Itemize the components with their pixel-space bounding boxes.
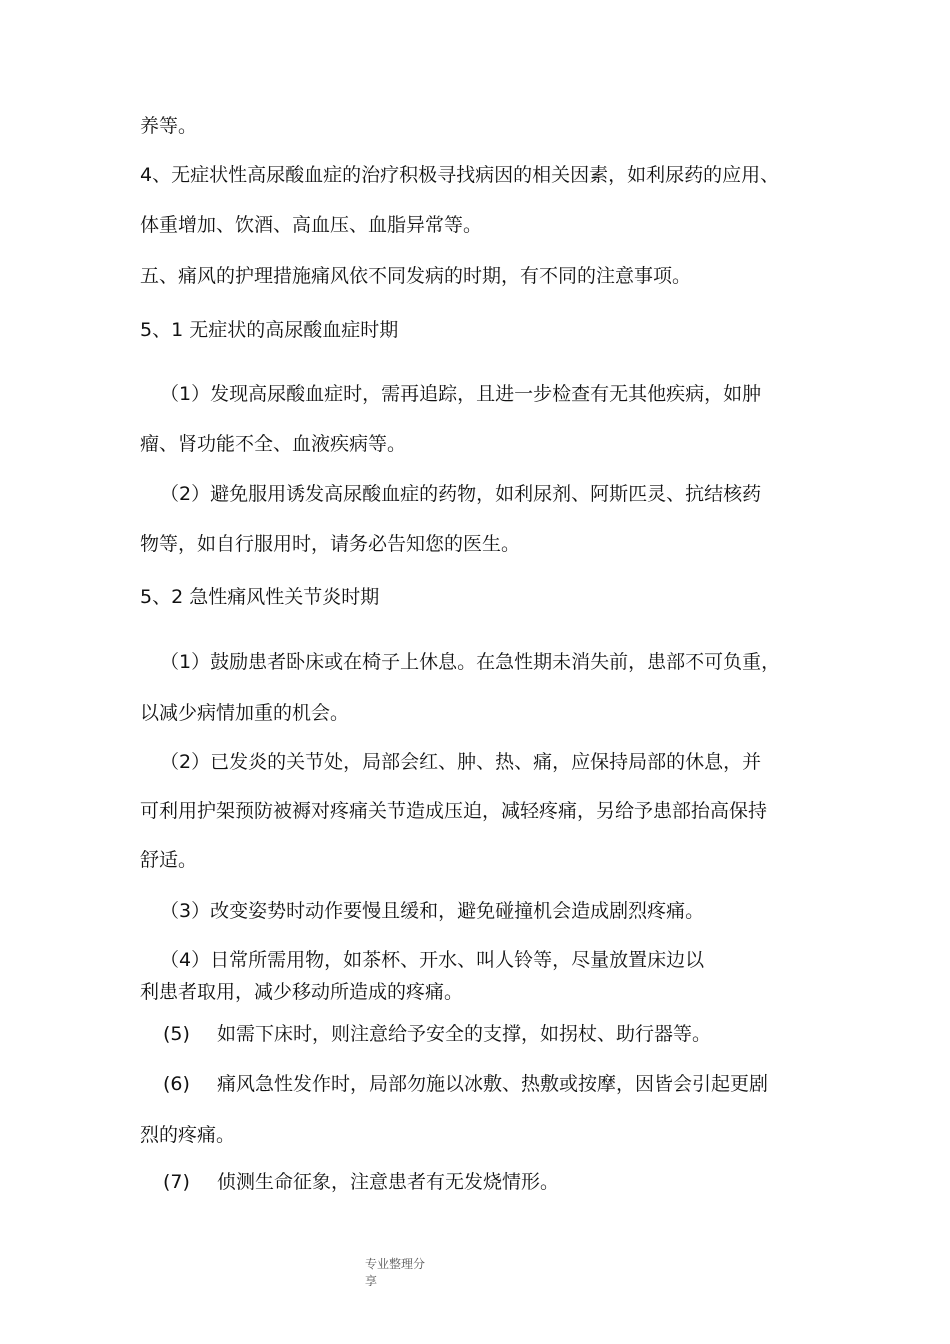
paragraph-line: （4）日常所需用物，如茶杯、开水、叫人铃等，尽量放置床边以	[160, 949, 705, 971]
paragraph-line: （1）发现高尿酸血症时，需再追踪，且进一步检查有无其他疾病，如肿	[160, 383, 762, 405]
paragraph-line: 烈的疼痛。	[140, 1124, 236, 1146]
footer-text: 享	[365, 1274, 378, 1288]
list-item	[163, 1170, 559, 1194]
list-number: (5)	[163, 1023, 190, 1045]
paragraph-line: 4、无症状性高尿酸血症的治疗积极寻找病因的相关因素，如利尿药的应用、	[140, 164, 780, 186]
paragraph-line: 可利用护架预防被褥对疼痛关节造成压迫，减轻疼痛，另给予患部抬高保持	[140, 800, 768, 822]
paragraph-line: （1）鼓励患者卧床或在椅子上休息。在急性期未消失前，患部不可负重，	[160, 651, 781, 673]
footer-text: 专业整理分	[365, 1257, 426, 1271]
list-item	[163, 1022, 711, 1046]
section-heading: 5、1 无症状的高尿酸血症时期	[140, 319, 399, 341]
paragraph-line: 以减少病情加重的机会。	[140, 702, 350, 724]
paragraph-line: 养等。	[140, 115, 198, 137]
list-number: (6)	[163, 1073, 190, 1095]
list-number: (7)	[163, 1171, 190, 1193]
paragraph-line: 物等，如自行服用时，请务必告知您的医生。	[140, 533, 521, 555]
list-text: 侦测生命征象，注意患者有无发烧情形。	[217, 1171, 560, 1193]
paragraph-line: （2）已发炎的关节处，局部会红、肿、热、痛，应保持局部的休息，并	[160, 751, 762, 773]
paragraph-line: （3）改变姿势时动作要慢且缓和，避免碰撞机会造成剧烈疼痛。	[160, 900, 705, 922]
paragraph-line: 利患者取用，减少移动所造成的疼痛。	[140, 981, 464, 1003]
list-text: 如需下床时，则注意给予安全的支撑，如拐杖、助行器等。	[217, 1023, 712, 1045]
list-text: 痛风急性发作时，局部勿施以冰敷、热敷或按摩，因皆会引起更剧	[217, 1073, 769, 1095]
paragraph-line: 瘤、肾功能不全、血液疾病等。	[140, 433, 407, 455]
paragraph-line: 体重增加、饮酒、高血压、血脂异常等。	[140, 214, 483, 236]
paragraph-line: 五、痛风的护理措施痛风依不同发病的时期，有不同的注意事项。	[140, 265, 692, 287]
list-item	[163, 1072, 768, 1096]
paragraph-line: （2）避免服用诱发高尿酸血症的药物，如利尿剂、阿斯匹灵、抗结核药	[160, 483, 762, 505]
paragraph-line: 舒适。	[140, 849, 198, 871]
section-heading: 5、2 急性痛风性关节炎时期	[140, 586, 380, 608]
